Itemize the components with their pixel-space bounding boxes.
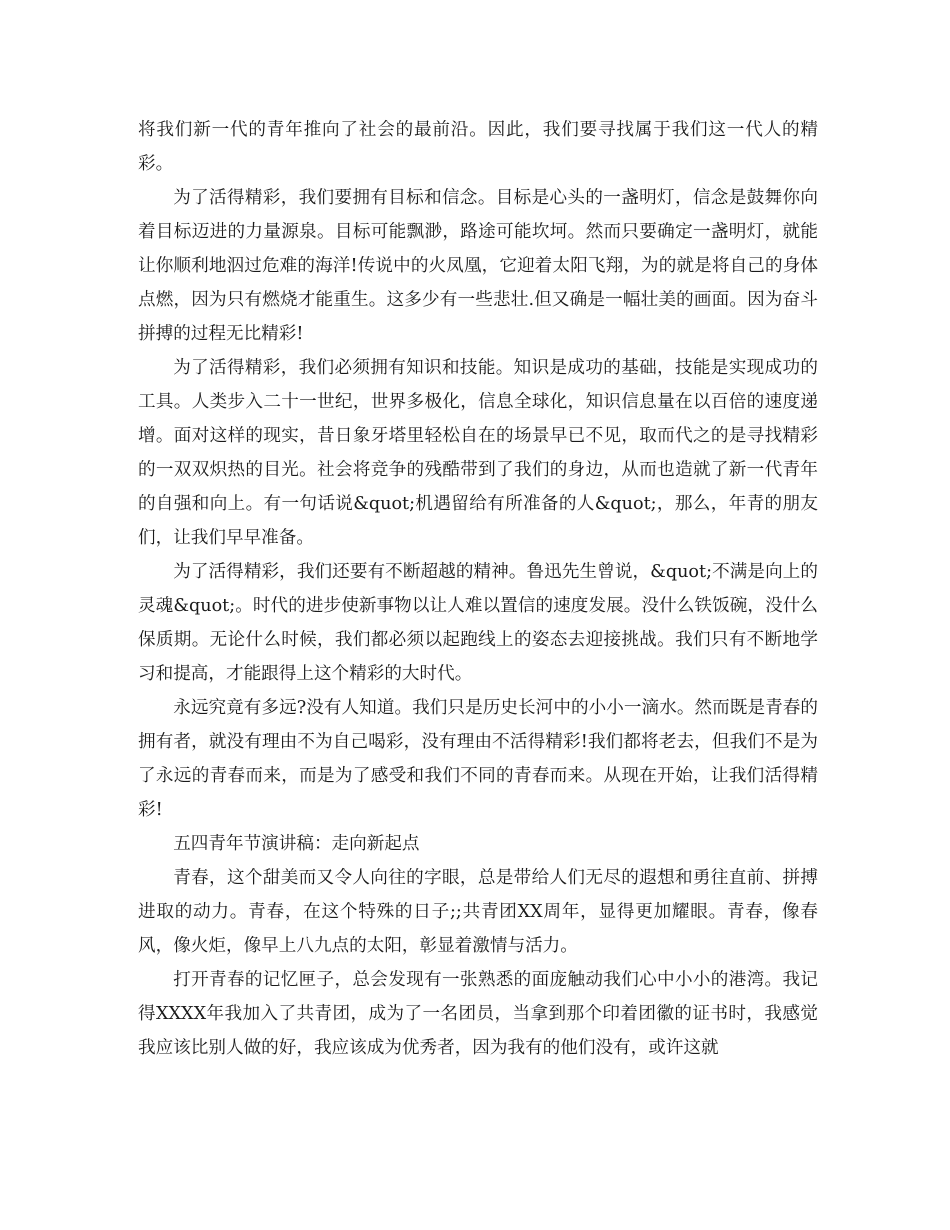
document-body [138,113,818,1065]
paragraph-goals-beliefs: 为了活得精彩，我们要拥有目标和信念。目标是心头的一盏明灯，信念是鼓舞你向着目标迈进的力量源泉。目标可能飘渺，路途可能坎坷。然而只要确定一盏明灯，就能让你顺利地泅过危难的海洋!传说中的火凤凰，它迎着太阳飞翔，为的就是将自己的身体点燃，因为只有燃烧才能重生。这多少有一些悲壮.但又确是一幅壮美的画面。因为奋斗拼搏的过程无比精彩! [138,188,818,344]
section-heading: 五四青年节演讲稿：走向新起点 [173,834,420,854]
paragraph-youth-memories: 打开青春的记忆匣子，总会发现有一张熟悉的面庞触动我们心中小小的港湾。我记得XXXX年我加入了共青团，成为了一名团员，当拿到那个印着团徽的证书时，我感觉我应该比别人做的好，我应该成为优秀者，因为我有的他们没有，或许这就 [138,970,818,1058]
paragraph-youth-intro: 青春，这个甜美而又令人向往的字眼，总是带给人们无尽的遐想和勇往直前、拼搏进取的动力。青春，在这个特殊的日子;;共青团XX周年，显得更加耀眼。青春，像春风，像火炬，像早上八九点的太阳，彰显着激情与活力。 [138,868,818,956]
paragraph-continuation: 将我们新一代的青年推向了社会的最前沿。因此，我们要寻找属于我们这一代人的精彩。 [138,120,818,174]
paragraph-knowledge-skills: 为了活得精彩，我们必须拥有知识和技能。知识是成功的基础，技能是实现成功的工具。人类步入二十一世纪，世界多极化，信息全球化，知识信息量在以百倍的速度递增。面对这样的现实，昔日象牙塔里轻松自在的场景早已不见，取而代之的是寻找精彩的一双双炽热的目光。社会将竞争的残酷带到了我们的身边，从而也造就了新一代青年的自强和向上。有一句话说&quot;机遇留给有所准备的人&quot;，那么，年青的朋友们，让我们早早准备。 [138,358,818,548]
paragraph-forever-youth: 永远究竟有多远?没有人知道。我们只是历史长河中的小小一滴水。然而既是青春的拥有者，就没有理由不为自己喝彩，没有理由不活得精彩!我们都将老去，但我们不是为了永远的青春而来，而是为了感受和我们不同的青春而来。从现在开始，让我们活得精彩! [138,698,818,820]
paragraph-surpassing-spirit: 为了活得精彩，我们还要有不断超越的精神。鲁迅先生曾说，&quot;不满是向上的灵魂&quot;。时代的进步使新事物以让人难以置信的速度发展。没什么铁饭碗，没什么保质期。无论什么时候，我们都必须以起跑线上的姿态去迎接挑战。我们只有不断地学习和提高，才能跟得上这个精彩的大时代。 [138,562,818,684]
